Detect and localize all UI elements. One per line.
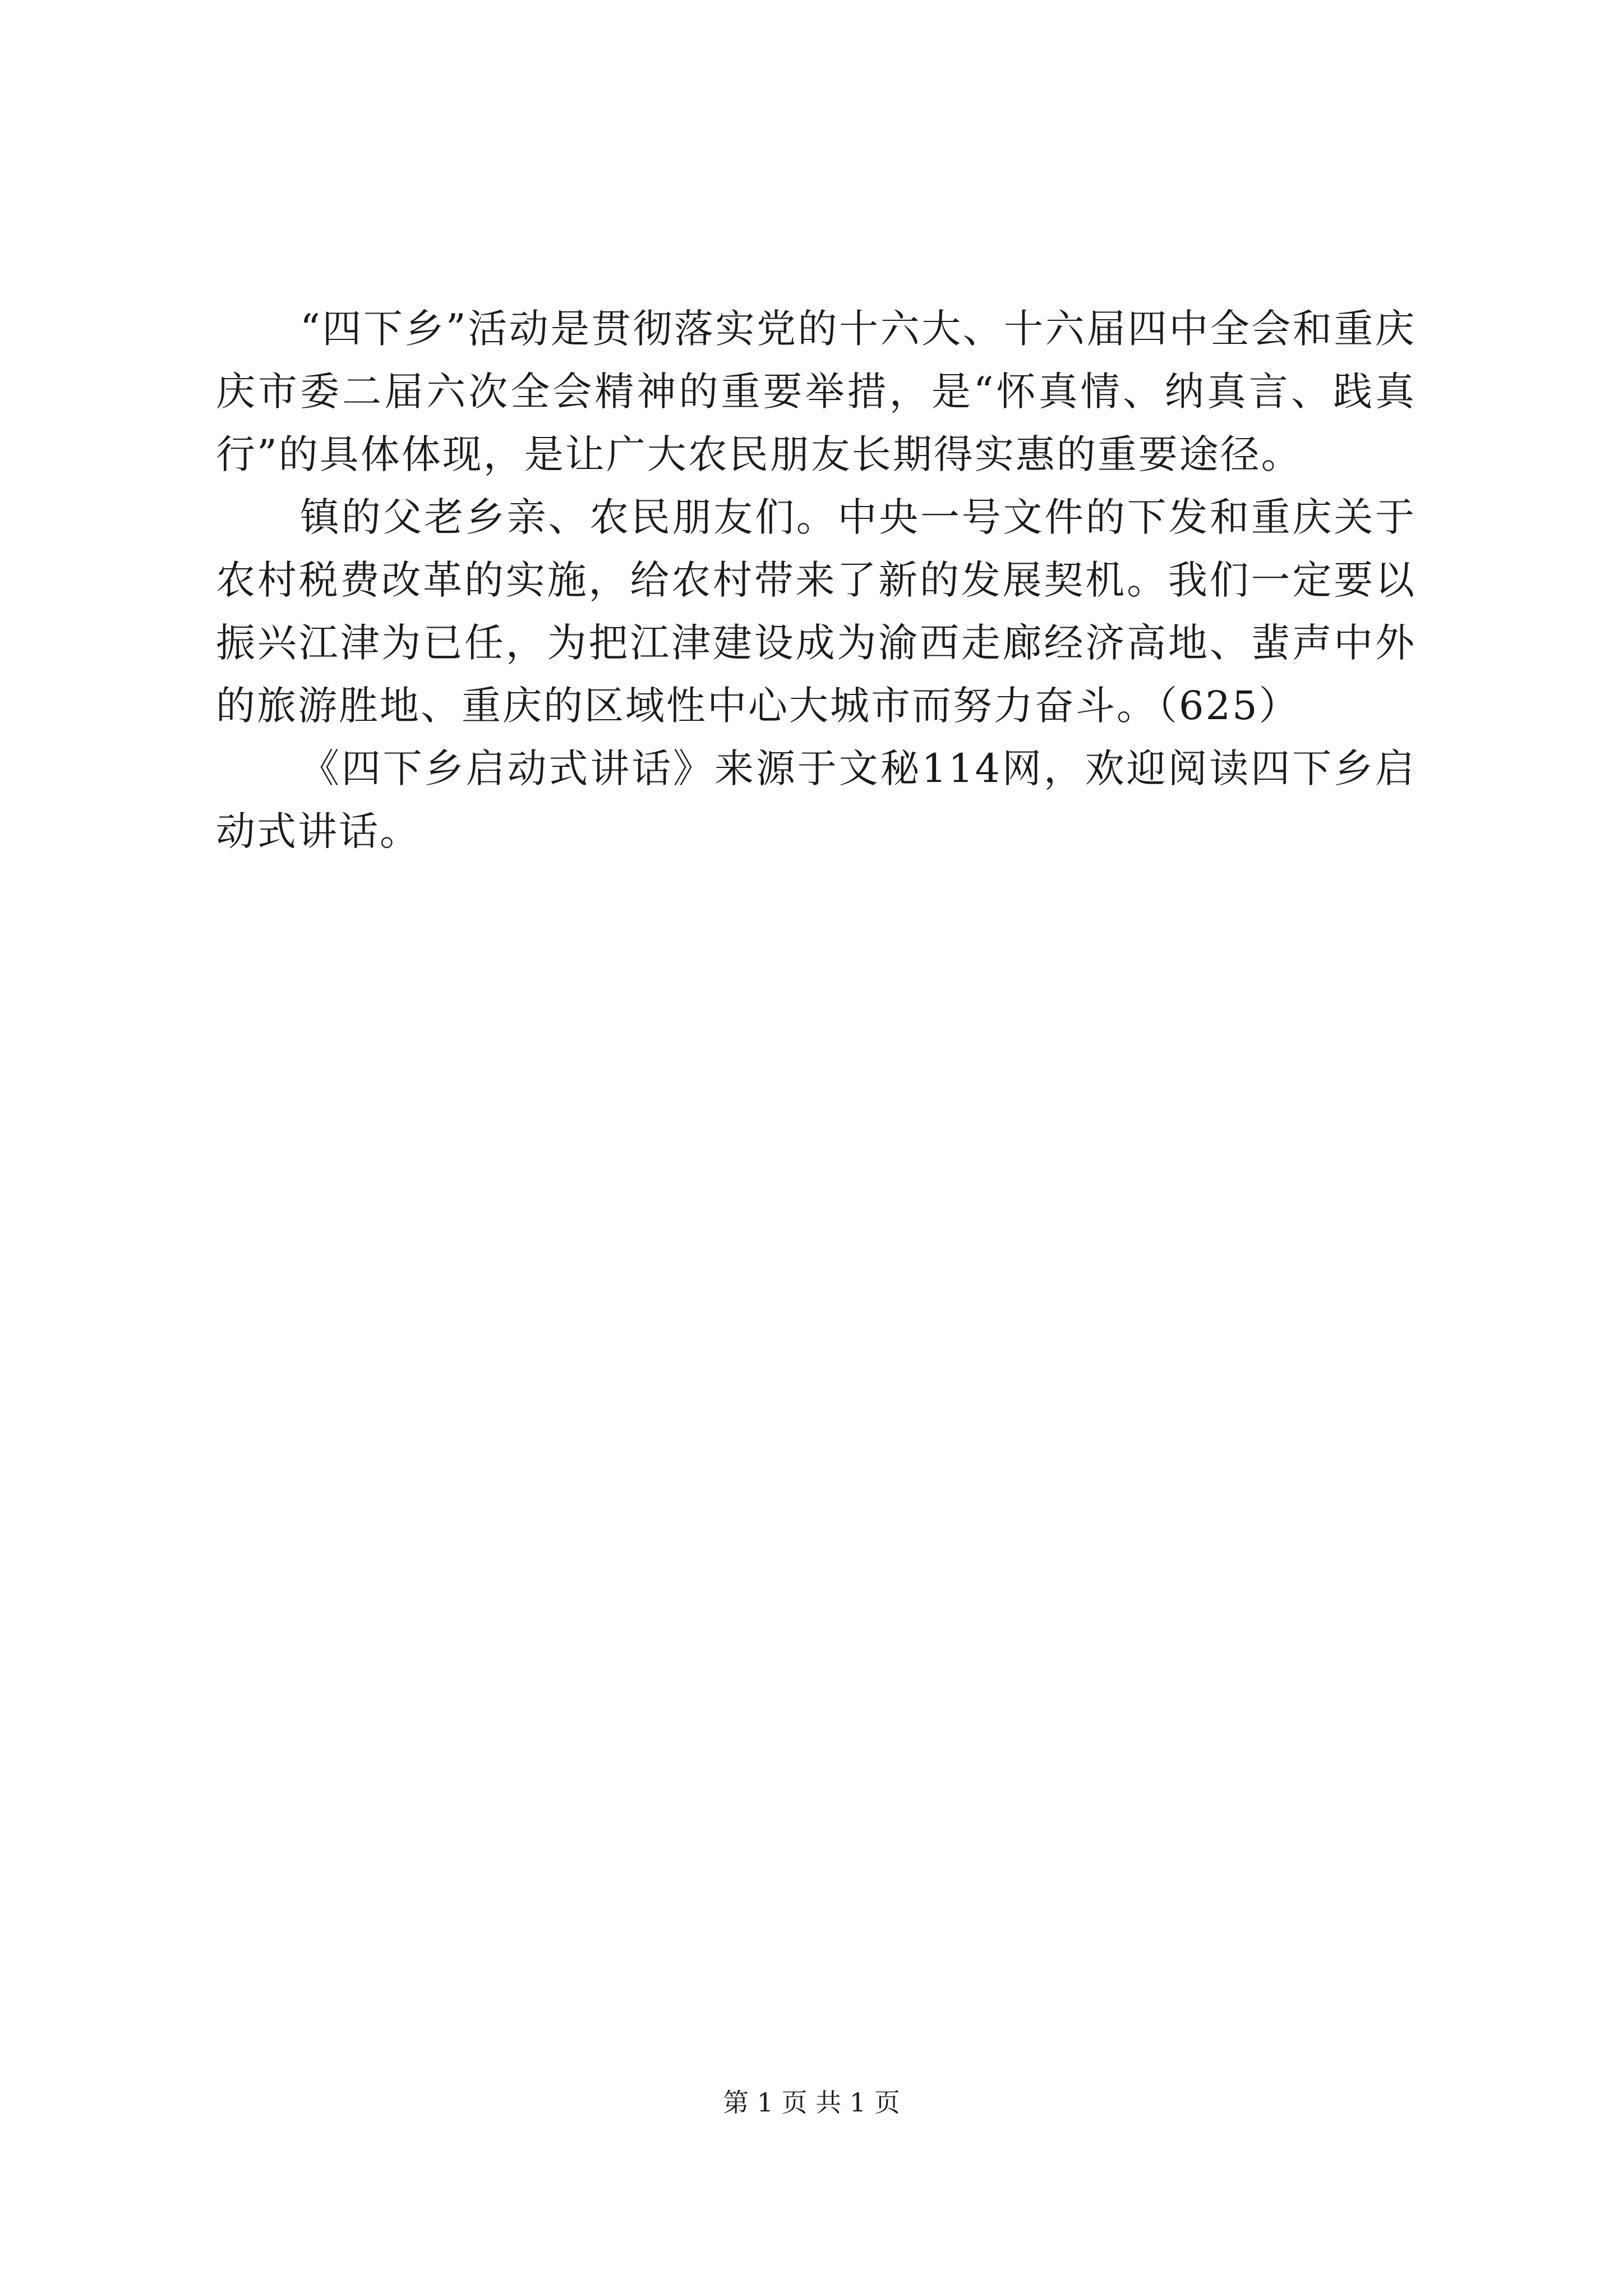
document-body <box>216 297 1416 863</box>
paragraph-2: 镇的父老乡亲、农民朋友们。中央一号文件的下发和重庆关于农村税费改革的实施，给农村带来了新的发展契机。我们一定要以振兴江津为已任，为把江津建设成为渝西走廊经济高地、蜚声中外的旅游胜地、重庆的区域性中心大城市而努力奋斗。（625） <box>216 494 1416 729</box>
paragraph-1: “四下乡”活动是贯彻落实党的十六大、十六届四中全会和重庆庆市委二届六次全会精神的重要举措，是“怀真情、纳真言、践真行”的具体体现，是让广大农民朋友长期得实惠的重要途径。 <box>216 306 1416 477</box>
paragraph-3: 《四下乡启动式讲话》来源于文秘114网，欢迎阅读四下乡启动式讲话。 <box>216 746 1416 854</box>
page-footer: 第 1 页 共 1 页 <box>723 2087 900 2118</box>
